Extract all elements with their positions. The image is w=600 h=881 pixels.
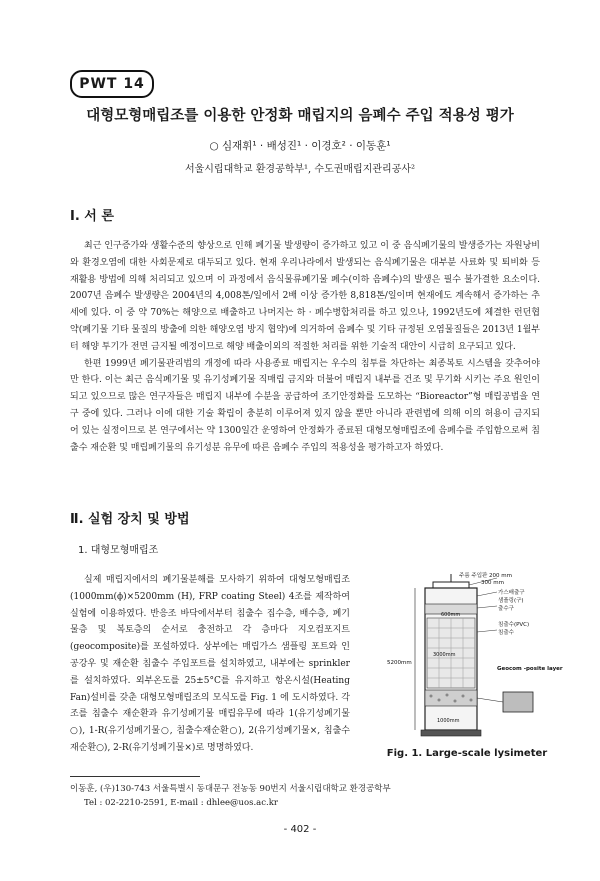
section-2-heading: Ⅱ. 실험 장치 및 방법 [70,512,190,527]
figure-label: 1000mm [437,718,460,724]
section-1-heading: Ⅰ. 서 론 [70,209,114,224]
figure-label: 출수구 [498,606,514,612]
figure-label: 5200mm [387,660,412,666]
footnote-divider [70,776,200,777]
figure-label: 600mm [441,612,461,618]
author-list: ○ 심재휘¹ · 배성진¹ · 이경호² · 이동훈¹ [209,140,391,152]
figure-label: 300 mm [481,580,504,586]
figure-label: Geocom -posite layer [497,666,563,672]
page-number: - 402 - [283,824,317,835]
paragraph: 한편 1999년 폐기물관리법의 개정에 따라 사용종료 매립지는 우수의 침투를 차단하는 최종복토 시스템을 갖추어야만 한다. 이는 최근 음식폐기물 및 유기성폐기물 직매립 금지와 더불어 매립지 내부를 건조 및 무기화 시키는 주요 원인이 되고 있으므로 많은 연구자들은 매립지 내부에 수분을 공급하여 조기안정화를 도모하는 “Bioreactor”형 매립공법을 연구 중에 있다. 그러나 이에 대한 기술 확립이 충분히 이루어져 있지 않을 뿐만 아니라 관련법에 의해 이의 허용이 금지되어 있는 실정이므로 본 연구에서는 약 1300일간 운영하여 안정화가 종료된 대형모형매립조에 음폐수를 주입함으로써 침출수 재순환 및 매립폐기물의 유기성분 유무에 따른 음폐수 주입의 적용성을 평가하고자 하였다. [70,358,540,453]
figure-label: 침출수(PVC) [498,622,530,628]
figure-label: 3000mm [433,652,456,658]
figure-label: 침출수 [498,630,514,636]
paper-title: 대형모형매립조를 이용한 안정화 매립지의 음폐수 주입 적용성 평가 [86,108,514,124]
figure-label: 가스배출구 [498,590,525,596]
lysimeter-figure [385,572,563,742]
paragraph: 실제 매립지에서의 폐기물분해를 모사하기 위하여 대형모형매립조(1000mm(ϕ)×5200mm (H), FRP coating Steel) 4조를 제작하여 실험에 이용하였다. 반응조 바닥에서부터 침출수 집수층, 배수층, 폐기물층 및 복토층의 순서로 충전하고 각 층마다 지오컴포지트(geocomposite)를 포설하였다. 상부에는 매립가스 샘플링 포트와 인공강우 및 재순환 침출수 주입포트를 설치하였고, 내부에는 sprinkler를 설치하였다. 외부온도를 25±5°C를 유지하고 항온시설(Heating Fan)설비를 갖춘 대형모형매립조의 모식도를 Fig. 1 에 도시하였다. 각 조를 침출수 재순환과 유기성폐기물 매립유무에 따라 1(유기성폐기물○), 1-R(유기성폐기물○, 침출수재순환○), 2(유기성폐기물×, 침출수재순환○), 2-R(유기성폐기물×)로 명명하였다. [70,575,350,753]
paper-id-badge: PWT 14 [70,70,154,98]
footnote-contact: Tel : 02-2210-2591, E-mail : dhlee@uos.ac.kr [84,798,278,808]
footnote-address: 이동훈, (우)130-743 서울특별시 동대문구 전농동 90번지 서울시립대학교 환경공학부 [70,784,391,794]
footnote [70,782,540,810]
affiliation: 서울시립대학교 환경공학부¹, 수도권매립지관리공사² [184,164,416,175]
paragraph: 최근 인구증가와 생활수준의 향상으로 인해 폐기물 발생량이 증가하고 있고 이 중 음식폐기물의 발생증가는 자원낭비와 환경오염에 대한 사회문제로 대두되고 있다. 현재 우리나라에서 발생되는 음식폐기물은 대부분 사료화 및 퇴비화 등 재활용 방법에 의해 처리되고 있으며 이 과정에서 음식물류폐기물 폐수(이하 음폐수)의 발생은 필수 불가결한 요소이다. 2007년 음폐수 발생량은 2004년의 4,008톤/일에서 2배 이상 증가한 8,818톤/일이며 현재에도 계속해서 증가하는 추세에 있다. 이 중 약 70%는 해양으로 배출하고 나머지는 하 · 폐수병합처리를 하고 있으나, 1992년도에 체결한 런던협약(폐기물 기타 물질의 방출에 의한 해양오염 방지 협약)에 의거하여 음폐수 및 기타 규정된 오염물질들은 2013년 1월부터 해양 투기가 전면 금지될 예정이므로 해양 배출이외의 적절한 처리를 위한 기술적 대안이 시급히 요구되고 있다. [70,241,540,352]
figure-caption: Fig. 1. Large-scale lysimeter [386,748,548,759]
subsection-heading: 1. 대형모형매립조 [78,545,159,556]
figure-label: 샘플링(구) [498,598,524,604]
section-2-body [70,572,350,757]
figure-label: 주름 주입판 200 mm [459,573,513,579]
section-1-body [70,238,540,456]
